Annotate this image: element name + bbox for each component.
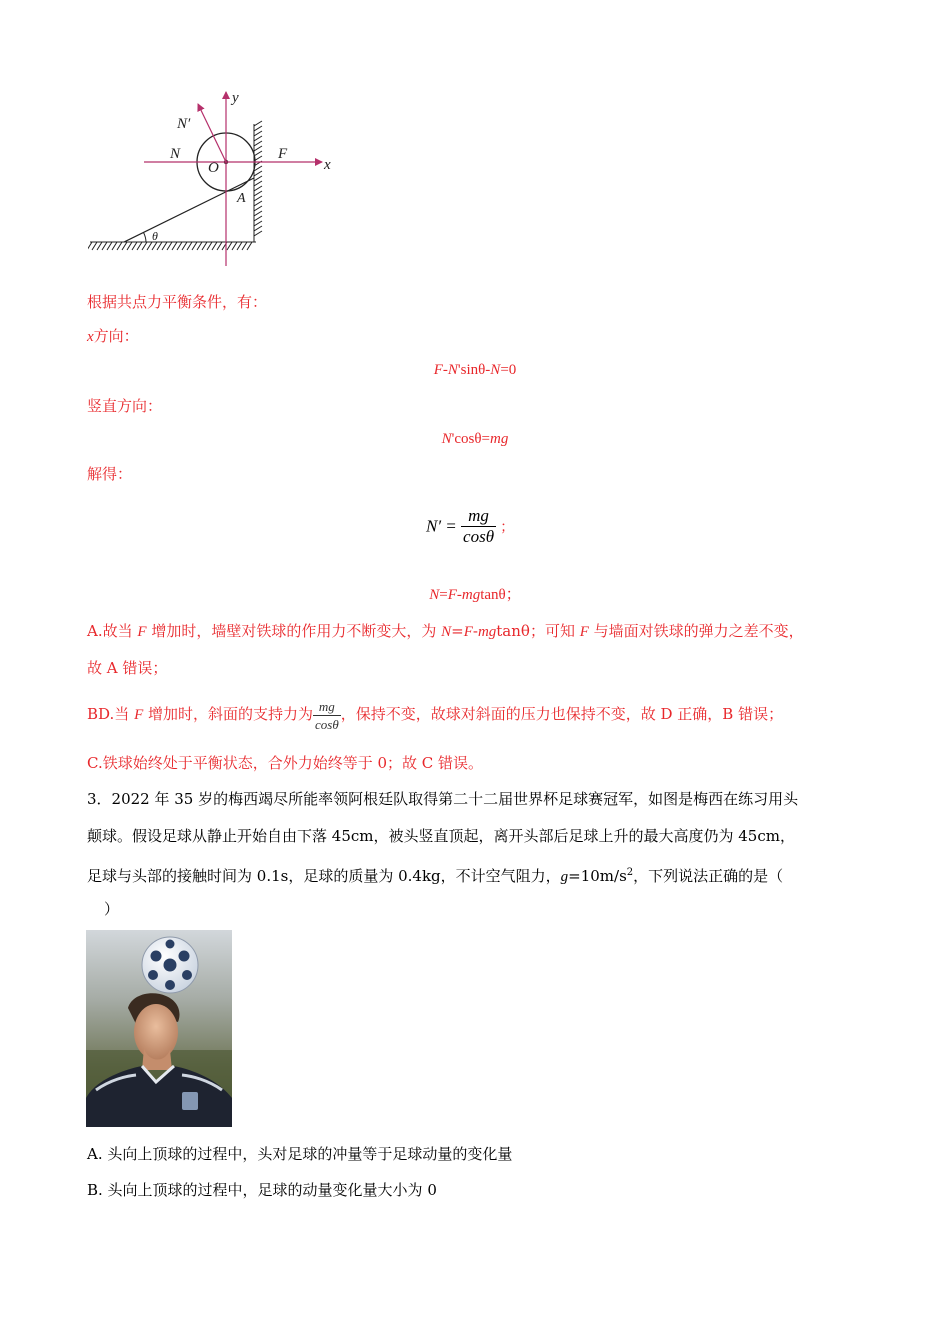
x-var: x bbox=[87, 329, 94, 345]
eq3-lhs: N′ = bbox=[426, 516, 457, 536]
eq1-f: F bbox=[433, 362, 443, 378]
a1-f1: F bbox=[137, 624, 147, 640]
equation-3 bbox=[426, 506, 514, 547]
q3-g: g bbox=[560, 869, 569, 885]
eq4-n: N bbox=[429, 587, 440, 603]
soccer-ball-icon bbox=[142, 937, 198, 993]
bd-f: F bbox=[134, 707, 144, 723]
solve-label: 解得： bbox=[87, 465, 133, 483]
a1-f2: F bbox=[463, 624, 473, 640]
x-direction-label bbox=[87, 326, 139, 347]
solution-intro: 根据共点力平衡条件，有： bbox=[87, 293, 268, 311]
x-label: x bbox=[324, 157, 331, 173]
eq4-dash: - bbox=[456, 587, 462, 603]
eq1-n2: N bbox=[490, 362, 501, 378]
vertical-direction-label: 竖直方向： bbox=[87, 397, 163, 415]
eq2-rest: 'cosθ= bbox=[451, 431, 490, 447]
wall-hatch bbox=[254, 121, 262, 242]
question-line-3 bbox=[87, 863, 783, 887]
eq1-dash: - bbox=[442, 362, 448, 378]
eq3-numerator: mg bbox=[461, 506, 496, 527]
a1-f3: F bbox=[579, 624, 589, 640]
eq4-mg: mg bbox=[461, 587, 481, 603]
question-line-2: 颠球。假设足球从静止开始自由下落 45cm，被头竖直顶起，离开头部后足球上升的最大高度仍为 45cm， bbox=[87, 827, 795, 845]
option-a: A. 头向上顶球的过程中，头对足球的冲量等于足球动量的变化量 bbox=[87, 1145, 513, 1163]
eq4-rest: tanθ； bbox=[480, 587, 521, 603]
bd-p2: 增加时，斜面的支持力为 bbox=[143, 705, 314, 723]
a1-p2: 增加时，墙壁对铁球的作用力不断变大，为 bbox=[146, 622, 442, 640]
q3-b: =10m/s bbox=[568, 867, 627, 885]
q3-sup: 2 bbox=[626, 867, 634, 878]
n-label: N bbox=[170, 146, 181, 162]
a1-n: N bbox=[441, 624, 452, 640]
bd-p3: ，保持不变，故球对斜面的压力也保持不变，故 D 正确，B 错误； bbox=[340, 705, 784, 723]
option-c-analysis: C.铁球始终处于平衡状态，合外力始终等于 0；故 C 错误。 bbox=[87, 754, 484, 772]
eq2-mg: mg bbox=[490, 431, 509, 447]
bd-denominator: cosθ bbox=[315, 716, 339, 732]
theta-arc bbox=[144, 233, 147, 243]
q3-c: ，下列说法正确的是（ bbox=[633, 867, 784, 885]
bd-p1: BD.当 bbox=[87, 705, 135, 723]
n-prime-label: N′ bbox=[177, 116, 191, 132]
question-line-1: 3．2022 年 35 岁的梅西竭尽所能率领阿根廷队取得第二十二届世界杯足球赛冠军，如图是梅西在练习用头 bbox=[87, 790, 799, 808]
eq1-rest2: =0 bbox=[500, 362, 517, 378]
eq2-n: N bbox=[441, 431, 452, 447]
bd-fraction bbox=[313, 698, 341, 733]
eq1-n1: N bbox=[447, 362, 458, 378]
equation-1 bbox=[0, 360, 950, 380]
eq4-eq: = bbox=[439, 587, 448, 603]
bd-numerator: mg bbox=[313, 698, 341, 716]
equation-2 bbox=[0, 429, 950, 449]
eq1-rest1: 'sinθ- bbox=[457, 362, 491, 378]
a1-p4: 与墙面对铁球的弹力之差不变， bbox=[588, 622, 804, 640]
eq4-f: F bbox=[447, 587, 457, 603]
a-label: A bbox=[237, 191, 246, 206]
question-line-4: ） bbox=[104, 900, 120, 918]
a1-dash: - bbox=[472, 622, 478, 640]
force-diagram bbox=[88, 86, 348, 271]
a1-mg: mg bbox=[477, 624, 497, 640]
option-a-analysis-line2: 故 A 错误； bbox=[87, 659, 168, 677]
incline-line bbox=[124, 178, 254, 242]
ground-hatch bbox=[88, 242, 256, 250]
option-bd-analysis bbox=[87, 696, 783, 733]
option-b: B. 头向上顶球的过程中，足球的动量变化量大小为 0 bbox=[87, 1181, 437, 1199]
eq3-denominator: cosθ bbox=[463, 527, 495, 546]
theta-label: θ bbox=[152, 229, 158, 243]
equation-4 bbox=[0, 585, 950, 605]
eq3-fraction bbox=[461, 506, 496, 547]
y-label: y bbox=[232, 90, 239, 106]
a1-p3: tanθ；可知 bbox=[496, 622, 580, 640]
soccer-photo bbox=[86, 930, 232, 1127]
x-direction-text: 方向： bbox=[93, 327, 139, 345]
o-label: O bbox=[208, 160, 219, 176]
f-label: F bbox=[278, 146, 288, 162]
eq3-tail: ； bbox=[500, 520, 515, 536]
q3-a: 足球与头部的接触时间为 0.1s，足球的质量为 0.4kg，不计空气阻力， bbox=[87, 867, 561, 885]
option-a-analysis-line1 bbox=[87, 621, 804, 642]
a1-p1: A.故当 bbox=[87, 622, 138, 640]
a1-eq: = bbox=[451, 622, 464, 640]
